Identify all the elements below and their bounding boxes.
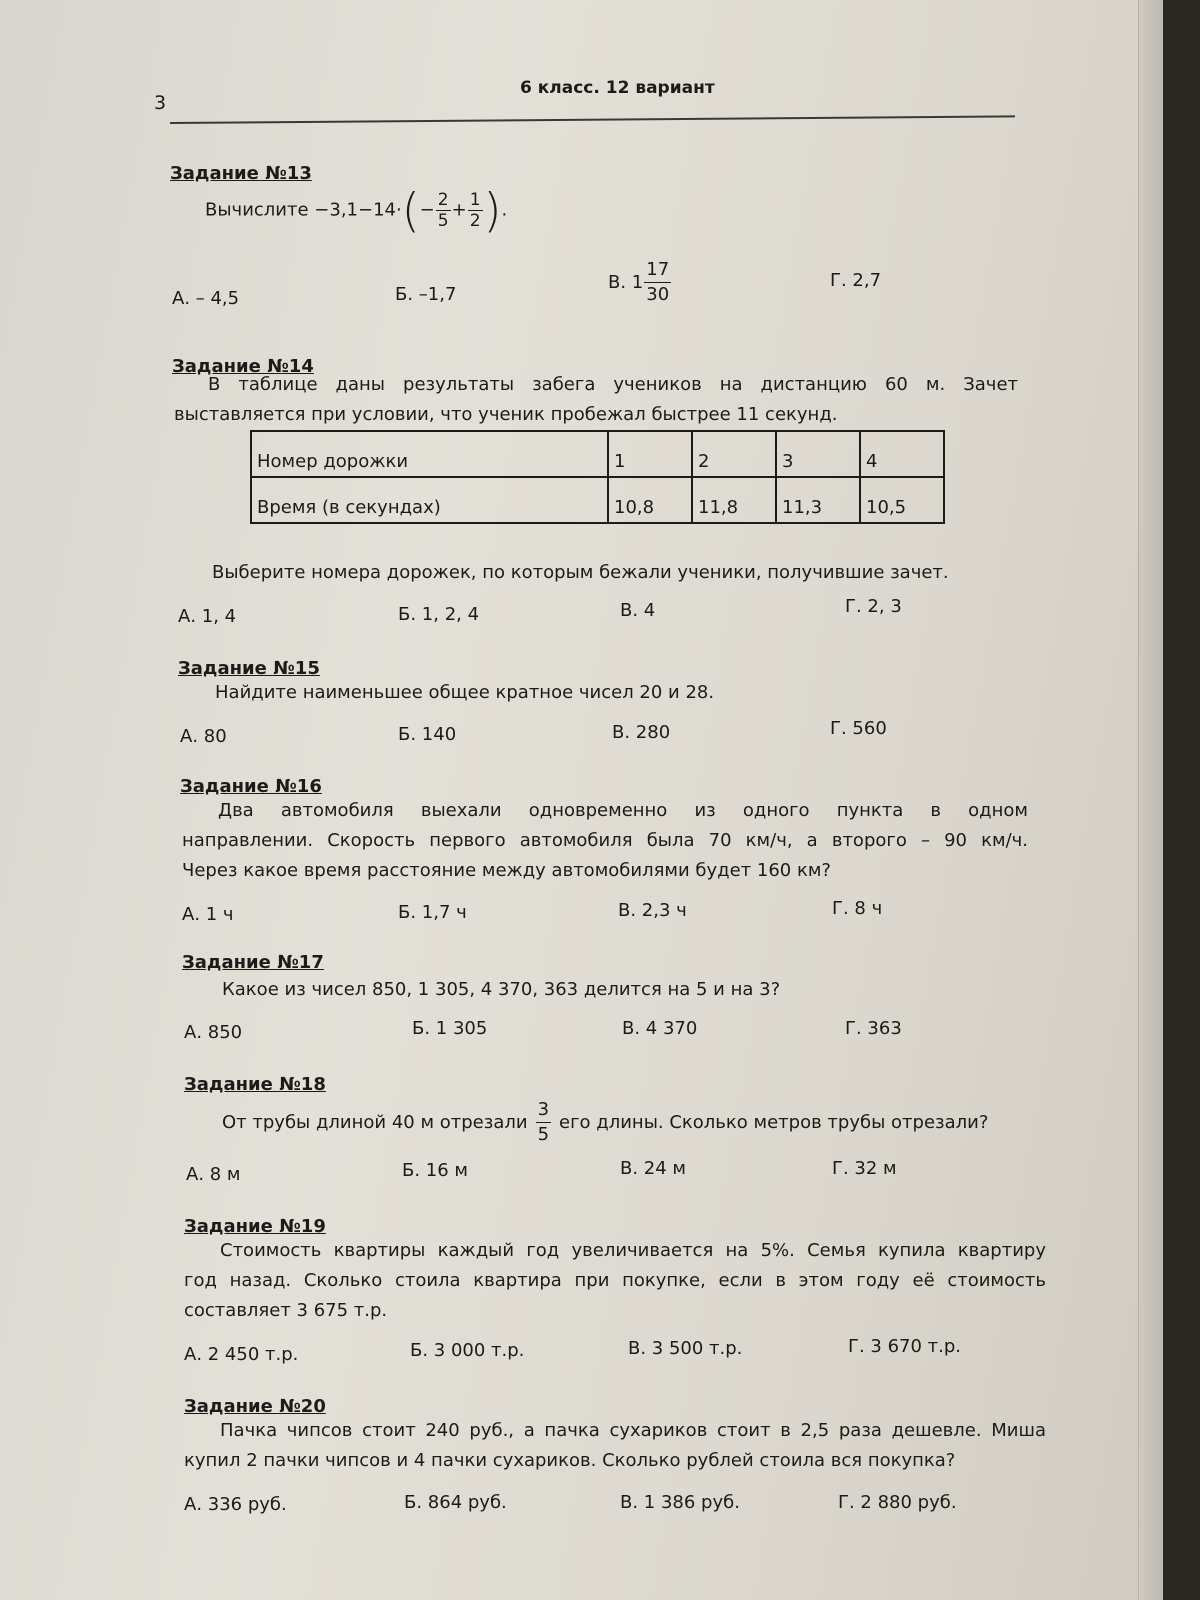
task-13-expr-prefix: −3,1−14· <box>314 199 402 221</box>
frac-numerator: 3 <box>536 1098 551 1123</box>
frac-denominator: 2 <box>469 211 481 231</box>
task-20-option-b: Б. 864 руб. <box>404 1492 507 1513</box>
task-13-plus: + <box>451 199 467 221</box>
task-16-option-b: Б. 1,7 ч <box>398 902 467 923</box>
task-14-title: Задание №14 <box>172 356 314 377</box>
page-header-title: 6 класс. 12 вариант <box>520 78 715 98</box>
task-13-end: . <box>501 199 508 221</box>
task-13-option-a: А. – 4,5 <box>172 288 240 309</box>
frac-denominator: 30 <box>646 284 670 305</box>
task-19-title: Задание №19 <box>184 1216 326 1237</box>
task-19-option-a: А. 2 450 т.р. <box>184 1344 299 1365</box>
task-19-line-3: составляет 3 675 т.р. <box>184 1300 388 1321</box>
header-divider <box>170 115 1015 124</box>
task-13-option-c-prefix: В. 1 <box>608 272 644 293</box>
frac-denominator: 5 <box>537 1124 550 1145</box>
task-14-option-a: А. 1, 4 <box>178 606 237 627</box>
table-row <box>251 431 944 477</box>
task-13-title: Задание №13 <box>170 163 312 184</box>
task-19-option-d: Г. 3 670 т.р. <box>848 1336 962 1357</box>
task-15-option-d: Г. 560 <box>830 718 887 739</box>
page-number: 3 <box>154 92 167 114</box>
task-17-title: Задание №17 <box>182 952 324 973</box>
task-19-line-2: год назад. Сколько стоила квартира при покупке, если в этом году её стоимость <box>184 1270 1046 1291</box>
task-13-option-c <box>608 258 672 307</box>
table-cell: 10,5 <box>860 477 944 523</box>
table-cell: 10,8 <box>608 477 692 523</box>
task-20-title: Задание №20 <box>184 1396 326 1417</box>
task-18-text-after: его длины. Сколько метров трубы отрезали? <box>559 1112 989 1133</box>
task-14-option-d: Г. 2, 3 <box>845 596 902 617</box>
close-paren-icon: ) <box>483 183 502 238</box>
table-cell: 1 <box>608 431 692 477</box>
task-13-option-d: Г. 2,7 <box>830 270 882 291</box>
frac-numerator: 17 <box>644 258 671 283</box>
task-20-option-d: Г. 2 880 руб. <box>838 1492 957 1513</box>
task-15-line-1: Найдите наименьшее общее кратное чисел 20 и 28. <box>215 682 715 703</box>
task-13-option-b: Б. –1,7 <box>395 284 457 305</box>
task-15-option-c: В. 280 <box>612 722 671 743</box>
task-16-line-2: направлении. Скорость первого автомобиля была 70 км/ч, а второго – 90 км/ч. <box>182 830 1028 851</box>
task-16-option-d: Г. 8 ч <box>832 898 883 919</box>
page-edge <box>1138 0 1163 1600</box>
task-16-line-3: Через какое время расстояние между автомобилями будет 160 км? <box>182 860 831 881</box>
task-13-expression <box>205 183 508 238</box>
table-cell: 11,3 <box>776 477 860 523</box>
task-17-option-a: А. 850 <box>184 1022 243 1043</box>
task-16-option-c: В. 2,3 ч <box>618 900 687 921</box>
task-16-title: Задание №16 <box>180 776 322 797</box>
task-19-option-c: В. 3 500 т.р. <box>628 1338 743 1359</box>
task-15-option-a: А. 80 <box>180 726 227 747</box>
task-16-option-a: А. 1 ч <box>182 904 234 925</box>
table-cell: Номер дорожки <box>251 431 608 477</box>
task-18-option-b: Б. 16 м <box>402 1160 468 1181</box>
task-13-frac1-sign: − <box>419 199 435 221</box>
task-17-line-1: Какое из чисел 850, 1 305, 4 370, 363 делится на 5 и на 3? <box>222 979 781 1000</box>
task-16-line-1: Два автомобиля выехали одновременно из одного пункта в одном <box>218 800 1028 821</box>
task-15-option-b: Б. 140 <box>398 724 457 745</box>
task-18-option-c: В. 24 м <box>620 1158 686 1179</box>
task-14-option-c: В. 4 <box>620 600 656 621</box>
frac-numerator: 1 <box>469 190 481 210</box>
task-18-option-d: Г. 32 м <box>832 1158 897 1179</box>
task-20-option-a: А. 336 руб. <box>184 1494 287 1515</box>
task-19-line-1: Стоимость квартиры каждый год увеличивается на 5%. Семья купила квартиру <box>220 1240 1046 1261</box>
frac-numerator: 2 <box>437 190 449 210</box>
task-14-option-b: Б. 1, 2, 4 <box>398 604 480 625</box>
task-18-option-a: А. 8 м <box>186 1164 241 1185</box>
task-18-title: Задание №18 <box>184 1074 326 1095</box>
table-cell: Время (в секундах) <box>251 477 608 523</box>
table-cell: 3 <box>776 431 860 477</box>
task-18-line-1 <box>222 1098 988 1147</box>
task-13-frac1 <box>436 190 451 231</box>
task-20-line-1: Пачка чипсов стоит 240 руб., а пачка сухариков стоит в 2,5 раза дешевле. Миша <box>220 1420 1046 1441</box>
task-17-option-b: Б. 1 305 <box>412 1018 488 1039</box>
task-17-option-d: Г. 363 <box>845 1018 902 1039</box>
task-14-line-2: выставляется при условии, что ученик пробежал быстрее 11 секунд. <box>174 404 838 425</box>
task-14-line-1: В таблице даны результаты забега учеников на дистанцию 60 м. Зачет <box>208 374 1018 395</box>
task-13-option-c-frac <box>644 258 671 307</box>
task-14-question: Выберите номера дорожек, по которым бежали ученики, получившие зачет. <box>212 562 949 583</box>
task-13-frac2 <box>468 190 483 231</box>
task-18-text-before: От трубы длиной 40 м отрезали <box>222 1112 528 1133</box>
table-row <box>251 477 944 523</box>
task-13-prompt: Вычислите <box>205 199 309 221</box>
task-20-option-c: В. 1 386 руб. <box>620 1492 740 1513</box>
open-paren-icon: ( <box>401 183 420 238</box>
task-20-line-2: купил 2 пачки чипсов и 4 пачки сухариков. Сколько рублей стоила вся покупка? <box>184 1450 956 1471</box>
frac-denominator: 5 <box>437 211 449 231</box>
results-table <box>250 430 945 524</box>
table-cell: 4 <box>860 431 944 477</box>
task-15-title: Задание №15 <box>178 658 320 679</box>
task-19-option-b: Б. 3 000 т.р. <box>410 1340 525 1361</box>
task-17-option-c: В. 4 370 <box>622 1018 698 1039</box>
table-cell: 11,8 <box>692 477 776 523</box>
table-cell: 2 <box>692 431 776 477</box>
task-18-fraction <box>536 1098 551 1147</box>
